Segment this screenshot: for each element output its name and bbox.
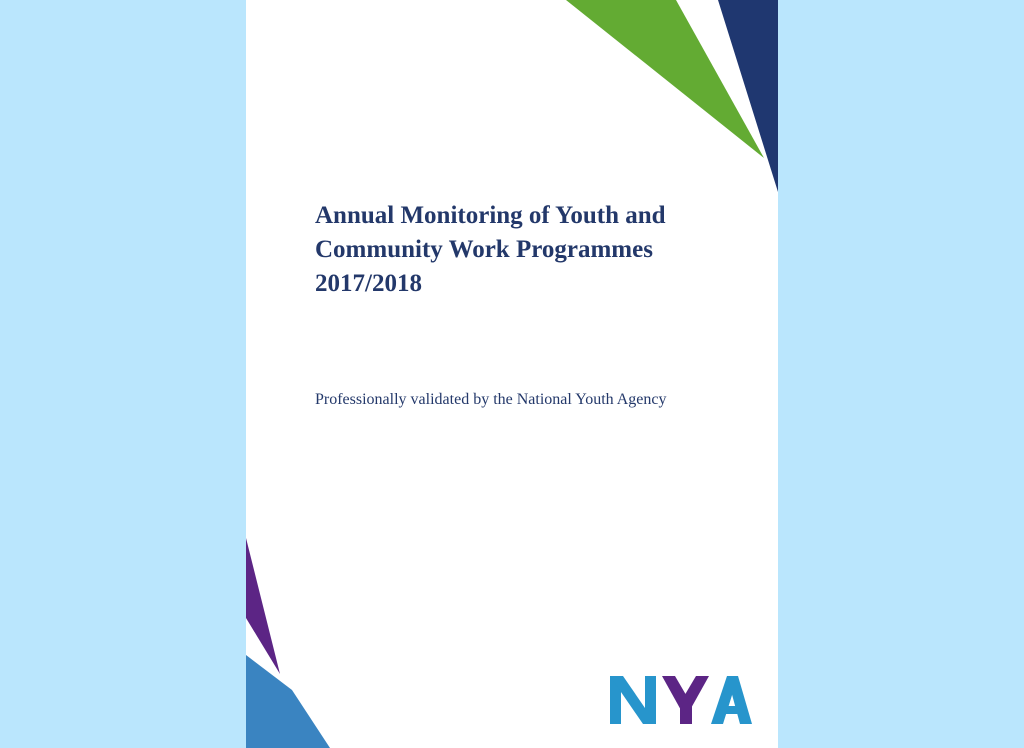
cover-page	[246, 0, 778, 748]
title-line-2: Community Work Programmes	[315, 236, 653, 263]
logo-a-bar	[719, 706, 746, 714]
blue-triangle	[246, 655, 330, 748]
logo-y-stem	[680, 700, 692, 724]
purple-triangle	[246, 538, 280, 674]
decorative-triangles	[246, 0, 778, 748]
report-title	[315, 199, 755, 301]
logo-a-right	[727, 676, 752, 724]
title-line-1: Annual Monitoring of Youth and	[315, 202, 666, 229]
validation-statement: Professionally validated by the National Youth Agency	[315, 391, 667, 408]
title-line-3: 2017/2018	[315, 270, 422, 297]
logo-n-right	[645, 676, 656, 724]
nya-logo	[610, 676, 752, 724]
